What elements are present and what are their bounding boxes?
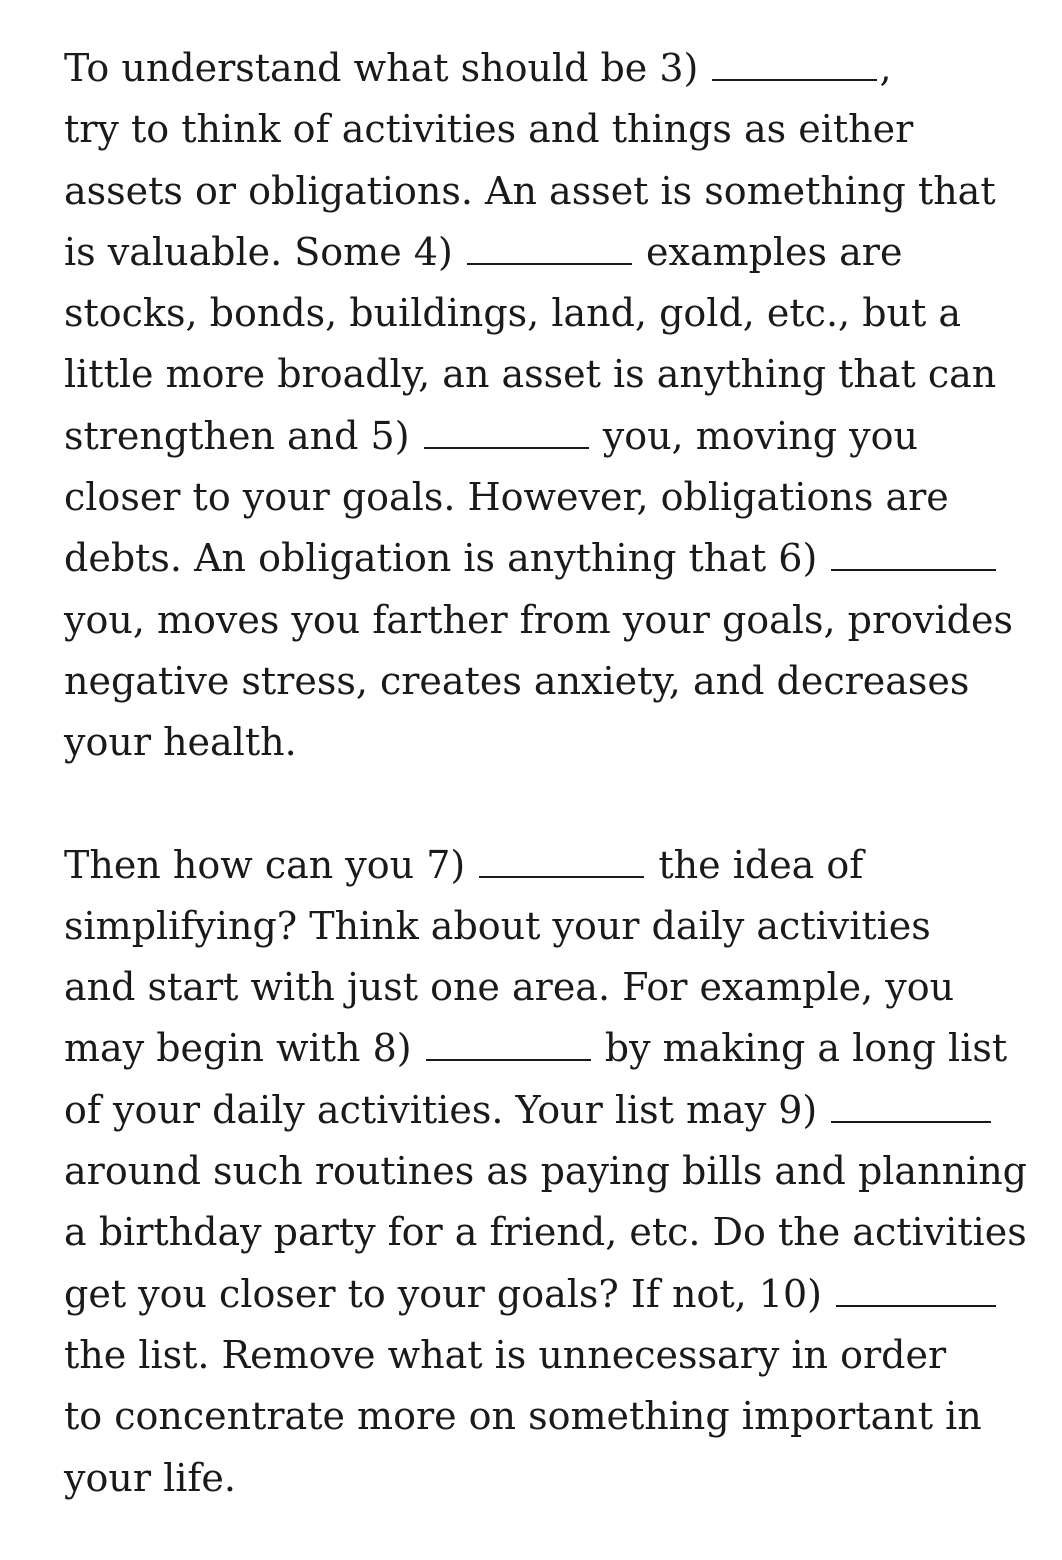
text-line: debts. An obligation is anything that 6) [64, 528, 1004, 589]
paragraph-2 [64, 835, 1027, 1509]
blank-9[interactable] [831, 1121, 991, 1123]
text-line: the list. Remove what is unnecessary in order [64, 1332, 947, 1377]
text-line: get you closer to your goals? If not, 10) [64, 1264, 1004, 1325]
text-line: you, moves you farther from your goals, provides [64, 597, 1013, 642]
text-line: negative stress, creates anxiety, and decreases [64, 658, 970, 703]
blank-6[interactable] [831, 569, 996, 571]
paragraph-gap [64, 774, 1004, 835]
paragraph-1 [64, 38, 1013, 774]
blank-7[interactable] [479, 876, 644, 878]
text-line: and start with just one area. For example, you [64, 965, 955, 1010]
text-line: of your daily activities. Your list may 9) [64, 1080, 1004, 1141]
text-line: is valuable. Some 4) examples are [64, 229, 903, 274]
text-line: stocks, bonds, buildings, land, gold, etc., but a [64, 291, 962, 336]
blank-3[interactable] [712, 79, 877, 81]
text-line: try to think of activities and things as either [64, 107, 914, 152]
text-line: may begin with 8) by making a long list [64, 1026, 1008, 1071]
text-line: simplifying? Think about your daily activities [64, 903, 931, 948]
text-line: a birthday party for a friend, etc. Do the activities [64, 1210, 1027, 1255]
text-line: to concentrate more on something important in [64, 1394, 982, 1439]
text-line: Then how can you 7) the idea of [64, 842, 864, 887]
text-line: closer to your goals. However, obligations are [64, 475, 949, 520]
blank-8[interactable] [426, 1059, 591, 1061]
text-line: little more broadly, an asset is anything that can [64, 352, 997, 397]
blank-10[interactable] [836, 1305, 996, 1307]
passage [64, 38, 1027, 1509]
blank-5[interactable] [424, 447, 589, 449]
text-line: assets or obligations. An asset is something that [64, 168, 996, 213]
text-line: your health. [64, 720, 297, 765]
text-line: your life. [64, 1455, 237, 1500]
text-line: strengthen and 5) you, moving you [64, 413, 918, 458]
text-line: around such routines as paying bills and planning [64, 1149, 1027, 1194]
blank-4[interactable] [467, 263, 632, 265]
text-line: To understand what should be 3) , [64, 46, 892, 90]
